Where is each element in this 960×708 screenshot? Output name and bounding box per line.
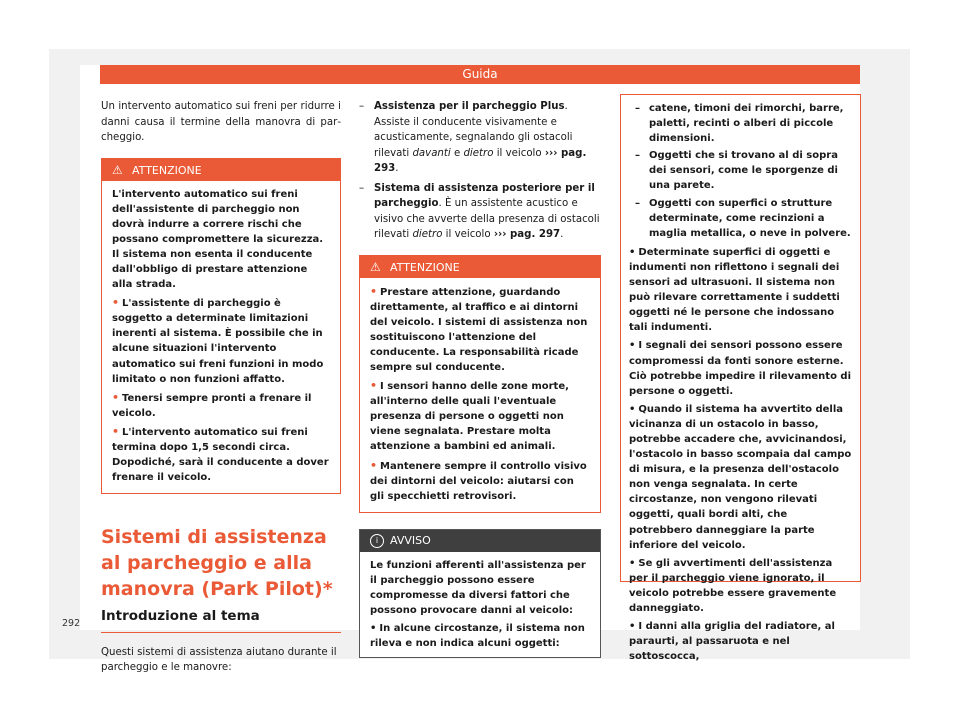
bullet-icon: •	[370, 284, 378, 298]
warning-title: ATTENZIONE	[390, 260, 460, 274]
notice-paragraph: Le funzioni afferenti all'assistenza per il parcheggio possono essere compromesse da diversi fattori che possono provocare danni al veicolo:	[370, 559, 586, 617]
bullet-icon: •	[629, 621, 636, 633]
warning-title: ATTENZIONE	[132, 163, 202, 177]
bullet-icon: •	[112, 424, 120, 438]
bullet-icon: •	[629, 403, 636, 415]
warning-box-2	[359, 255, 601, 513]
warning-body	[102, 181, 340, 494]
list-item: – Assistenza per il parcheggio Plus. Assiste il conducente visivamente e acusticamente, segnalando gli ostacoli rilevati davanti e dietro il veicolo ››› pag. 293.	[359, 101, 587, 174]
bullet-icon: •	[629, 340, 636, 352]
warning-header	[102, 159, 340, 181]
notice-bullet: • In alcune circostanze, il sistema non rileva e non indica alcuni oggetti:	[370, 623, 585, 650]
sub-list-item: – Oggetti che si trovano al di sopra dei sensori, come le sporgenze di una parete.	[635, 150, 838, 192]
warning-triangle-icon: ⚠	[370, 259, 381, 274]
bullet-icon: •	[629, 246, 636, 258]
warning-bullet: • Mantenere sempre il controllo visivo dei dintorni del veicolo: aiutarsi con gli specchietti retrovisori.	[370, 458, 587, 502]
bullet-icon: •	[629, 557, 636, 569]
notice-box-continued	[620, 94, 861, 663]
intro-paragraph: Un intervento automatico sui freni per ridurre i danni causa il termine della manovra di parcheggio.	[101, 101, 341, 143]
notice-continued-body	[621, 95, 860, 670]
page-number: 292	[62, 618, 81, 629]
bullet-icon: •	[370, 458, 378, 472]
chapter-header: Guida	[100, 65, 860, 84]
sub-list-item: – Oggetti con superfici o strutture determinate, come recinzioni a maglia metallica, o neve in polvere.	[635, 197, 851, 239]
bullet-icon: •	[370, 379, 378, 393]
notice-bullet: • Se gli avvertimenti dell'assistenza per il parcheggio viene ignorato, il veicolo potrebbe essere gravemente danneggiato.	[629, 557, 837, 614]
warning-bullet: • I sensori hanno delle zone morte, all'interno delle quali l'eventuale presenza di persone o oggetti non viene segnalata. Prestare molta attenzione a bambini ed animali.	[370, 379, 569, 453]
notice-bullet: • I segnali dei sensori possono essere compromessi da fonti sonore esterne. Ciò potrebbe impedire il rilevamento di persone o oggetti.	[629, 340, 852, 397]
list-item: – Sistema di assistenza posteriore per il parcheggio. È un assistente acustico e visivo che avverte della presenza di ostacoli rilevati dietro il veicolo ››› pag. 297.	[359, 182, 600, 240]
warning-header	[360, 256, 600, 278]
warning-bullet: • Tenersi sempre pronti a frenare il veicolo.	[112, 390, 312, 419]
section-intro: Questi sistemi di assistenza aiutano durante il parcheggio e le manovre:	[101, 646, 337, 674]
notice-box	[359, 529, 601, 659]
notice-body	[360, 552, 600, 658]
bullet-icon: •	[112, 390, 120, 404]
section-heading-block	[101, 524, 341, 633]
warning-triangle-icon: ⚠	[112, 162, 123, 177]
warning-paragraph: L'intervento automatico sui freni dell'assistente di parcheggio non dovrà indurre a correre rischi che possano compromettere la sicurezza. Il sistema non esenta il conducente dall'obbligo di prestare attenzione alla strada.	[112, 188, 324, 291]
bullet-icon: •	[112, 296, 120, 310]
info-circle-icon: i	[370, 534, 384, 548]
notice-title: AVVISO	[390, 533, 431, 547]
notice-bullet: • I danni alla griglia del radiatore, al paraurti, al passaruota e nel sottoscocca,	[629, 621, 835, 663]
notice-bullet: • Determinate superfici di oggetti e indumenti non riflettono i segnali dei sensori ad ultrasuoni. Il sistema non può rilevare correttamente i suddetti oggetti né le persone che indossano tali indumenti.	[629, 246, 840, 334]
column-1	[101, 99, 341, 676]
warning-box-1	[101, 158, 341, 495]
subsection-title: Introduzione al tema	[101, 609, 341, 633]
bullet-icon: •	[370, 623, 377, 635]
page-reference-link[interactable]: ››› pag. 293	[374, 147, 587, 174]
notice-bullet: • Quando il sistema ha avvertito della vicinanza di un ostacolo in basso, potrebbe accadere che, avvicinandosi, l'ostacolo in basso scompaia dal campo di misura, e la presenza dell'ostacolo non venga segnalata. In certe circostanze, non vengono rilevati oggetti, quali bordi alti, che potrebbero danneggiare la parte inferiore del veicolo.	[629, 403, 852, 551]
page-reference-link[interactable]: ››› pag. 297	[493, 229, 561, 240]
warning-bullet: • L'intervento automatico sui freni termina dopo 1,5 secondi circa. Dopodiché, sarà il conducente a dover frenare il veicolo.	[112, 424, 329, 484]
notice-header	[360, 530, 600, 552]
sub-list-item: – catene, timoni dei rimorchi, barre, paletti, recinti o alberi di piccole dimensioni.	[635, 103, 844, 145]
column-2	[359, 99, 601, 658]
warning-bullet: • L'assistente di parcheggio è soggetto a determinate limitazioni inerenti al sistema. È possibile che in alcune situazioni l'intervento automatico sui freni funzioni in modo limitato o non funzioni affatto.	[112, 296, 324, 385]
warning-body	[360, 278, 600, 512]
section-title: Sistemi di assistenza al parcheggio e alla manovra (Park Pilot)*	[101, 526, 333, 601]
warning-bullet: • Prestare attenzione, guardando direttamente, al traffico e ai dintorni del veicolo. I sistemi di assistenza non sostituiscono l'attenzione del conducente. La responsabilità ricade sempre sul conducente.	[370, 284, 588, 373]
